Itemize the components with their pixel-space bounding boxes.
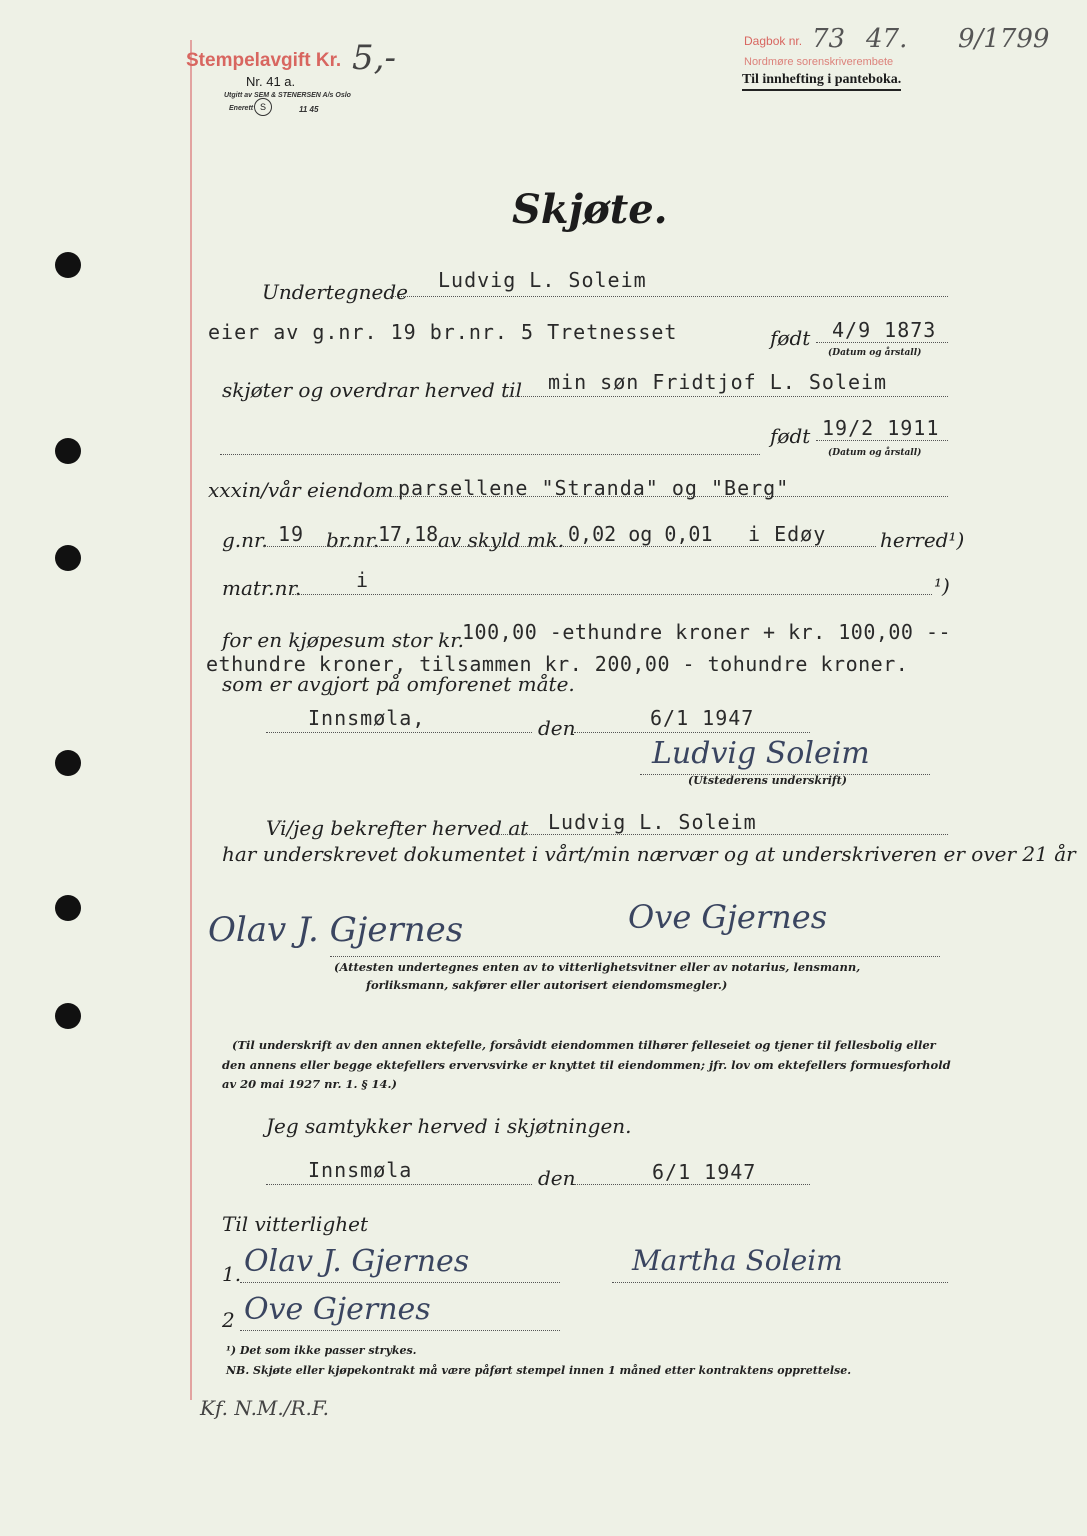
vitterlighet-witness-2: Ove Gjernes xyxy=(244,1292,431,1327)
form-number: Nr. 41 a. xyxy=(246,74,296,89)
witness-number-1: 1. xyxy=(222,1262,242,1286)
matr-value: i xyxy=(356,568,370,592)
owner-date-hint: (Datum og årstall) xyxy=(828,348,922,358)
dagbok-year: 47. xyxy=(866,24,908,54)
matr-label: matr.nr. xyxy=(222,576,302,600)
punch-hole xyxy=(55,438,81,464)
punch-hole xyxy=(55,545,81,571)
herred-label: herred¹) xyxy=(880,528,965,552)
brnr-value: 17,18 xyxy=(378,522,439,546)
margin-rule xyxy=(190,40,192,1400)
seller-signature-caption: (Utstederens underskrift) xyxy=(688,774,847,787)
undersigned-value: Ludvig L. Soleim xyxy=(438,268,647,292)
consent-place: Innsmøla xyxy=(308,1158,413,1182)
publisher-line: Utgitt av SEM & STENERSEN A/s Oslo xyxy=(224,92,351,99)
price-settled: som er avgjort på omforenet måte. xyxy=(222,672,575,696)
publisher-rights: Enerett xyxy=(229,105,254,112)
seller-signature: Ludvig Soleim xyxy=(652,736,870,771)
stamp-duty-label: Stempelavgift Kr. xyxy=(186,50,342,71)
property-value: parsellene "Stranda" og "Berg" xyxy=(398,476,790,500)
property-prefix: xxxin/vår eiendom xyxy=(208,478,394,502)
spouse-signature: Martha Soleim xyxy=(632,1244,843,1277)
undersigned-label: Undertegnede xyxy=(262,280,408,304)
dagbok-label: Dagbok nr. xyxy=(744,34,803,48)
witness-signature-2: Ove Gjernes xyxy=(628,898,828,936)
footnote-2: NB. Skjøte eller kjøpekontrakt må være påført stempel innen 1 måned etter kontraktens opprettelse. xyxy=(226,1364,852,1377)
seller-den-label: den xyxy=(538,716,576,740)
recipient-born-label: født xyxy=(770,424,811,448)
confirmation-value: Ludvig L. Soleim xyxy=(548,810,757,834)
owner-born-date: 4/9 1873 xyxy=(832,318,937,342)
brnr-label: br.nr. xyxy=(326,528,380,552)
office-name: Nordmøre sorenskriverembete xyxy=(744,56,894,68)
vitterlighet-witness-1: Olav J. Gjernes xyxy=(244,1244,470,1279)
dagbok-number: 73 xyxy=(812,24,846,54)
skyld-label: av skyld mk. xyxy=(438,528,565,552)
seller-place: Innsmøla, xyxy=(308,706,426,730)
punch-hole xyxy=(55,1003,81,1029)
witness-caption-2: forliksmann, sakfører eller autorisert eiendomsmegler.) xyxy=(366,978,728,992)
publisher-logo: S xyxy=(254,98,272,116)
punch-hole xyxy=(55,750,81,776)
recipient-born-date: 19/2 1911 xyxy=(822,416,940,440)
spouse-note-1: (Til underskrift av den annen ektefelle, forsåvidt eiendommen tilhører felleseiet og tjener til fellesbolig eller xyxy=(232,1038,936,1052)
owner-line: eier av g.nr. 19 br.nr. 5 Tretnesset xyxy=(208,320,678,344)
spouse-note-3: av 20 mai 1927 nr. 1. § 14.) xyxy=(222,1077,397,1091)
binding-note: Til innhefting i panteboka. xyxy=(742,72,901,91)
footnote-1: ¹) Det som ikke passer strykes. xyxy=(226,1344,417,1357)
herred-value: i Edøy xyxy=(748,522,827,546)
consent-text: Jeg samtykker herved i skjøtningen. xyxy=(266,1114,632,1138)
confirmation-text: har underskrevet dokumentet i vårt/min nærvær og at underskriveren er over 21 år xyxy=(222,842,1076,866)
confirmation-label: Vi/jeg bekrefter herved at xyxy=(266,816,529,840)
price-label: for en kjøpesum stor kr. xyxy=(222,628,465,652)
witness-signature-1: Olav J. Gjernes xyxy=(208,910,464,950)
matr-suffix: ¹) xyxy=(934,574,950,598)
transfer-value: min søn Fridtjof L. Soleim xyxy=(548,370,888,394)
document-title: Skjøte. xyxy=(512,186,668,233)
price-line-2: ethundre kroner, tilsammen kr. 200,00 - tohundre kroner. xyxy=(206,652,909,676)
seller-date: 6/1 1947 xyxy=(650,706,755,730)
spouse-note-2: den annens eller begge ektefellers ervervsvirke er knyttet til eiendommen; jfr. lov om ektefellers formuesforhold xyxy=(222,1058,951,1072)
consent-den-label: den xyxy=(538,1166,576,1190)
gnr-label: g.nr. xyxy=(222,528,268,552)
folio-number: 9/1799 xyxy=(958,24,1050,54)
publisher-date: 11 45 xyxy=(299,105,319,114)
skyld-value: 0,02 og 0,01 xyxy=(568,522,713,546)
punch-hole xyxy=(55,895,81,921)
recipient-date-hint: (Datum og årstall) xyxy=(828,448,922,458)
gnr-value: 19 xyxy=(278,522,305,546)
owner-born-label: født xyxy=(770,326,811,350)
stamp-duty-amount: 5,- xyxy=(352,38,396,78)
consent-date: 6/1 1947 xyxy=(652,1160,757,1184)
margin-note: Kf. N.M./R.F. xyxy=(200,1396,330,1420)
price-line-1: 100,00 -ethundre kroner + kr. 100,00 -- xyxy=(462,620,952,644)
witness-caption-1: (Attesten undertegnes enten av to vitterlighetsvitner eller av notarius, lensmann, xyxy=(334,960,861,974)
vitterlighet-label: Til vitterlighet xyxy=(222,1212,369,1236)
witness-number-2: 2 xyxy=(222,1308,235,1332)
transfer-label: skjøter og overdrar herved til xyxy=(222,378,522,402)
punch-hole xyxy=(55,252,81,278)
